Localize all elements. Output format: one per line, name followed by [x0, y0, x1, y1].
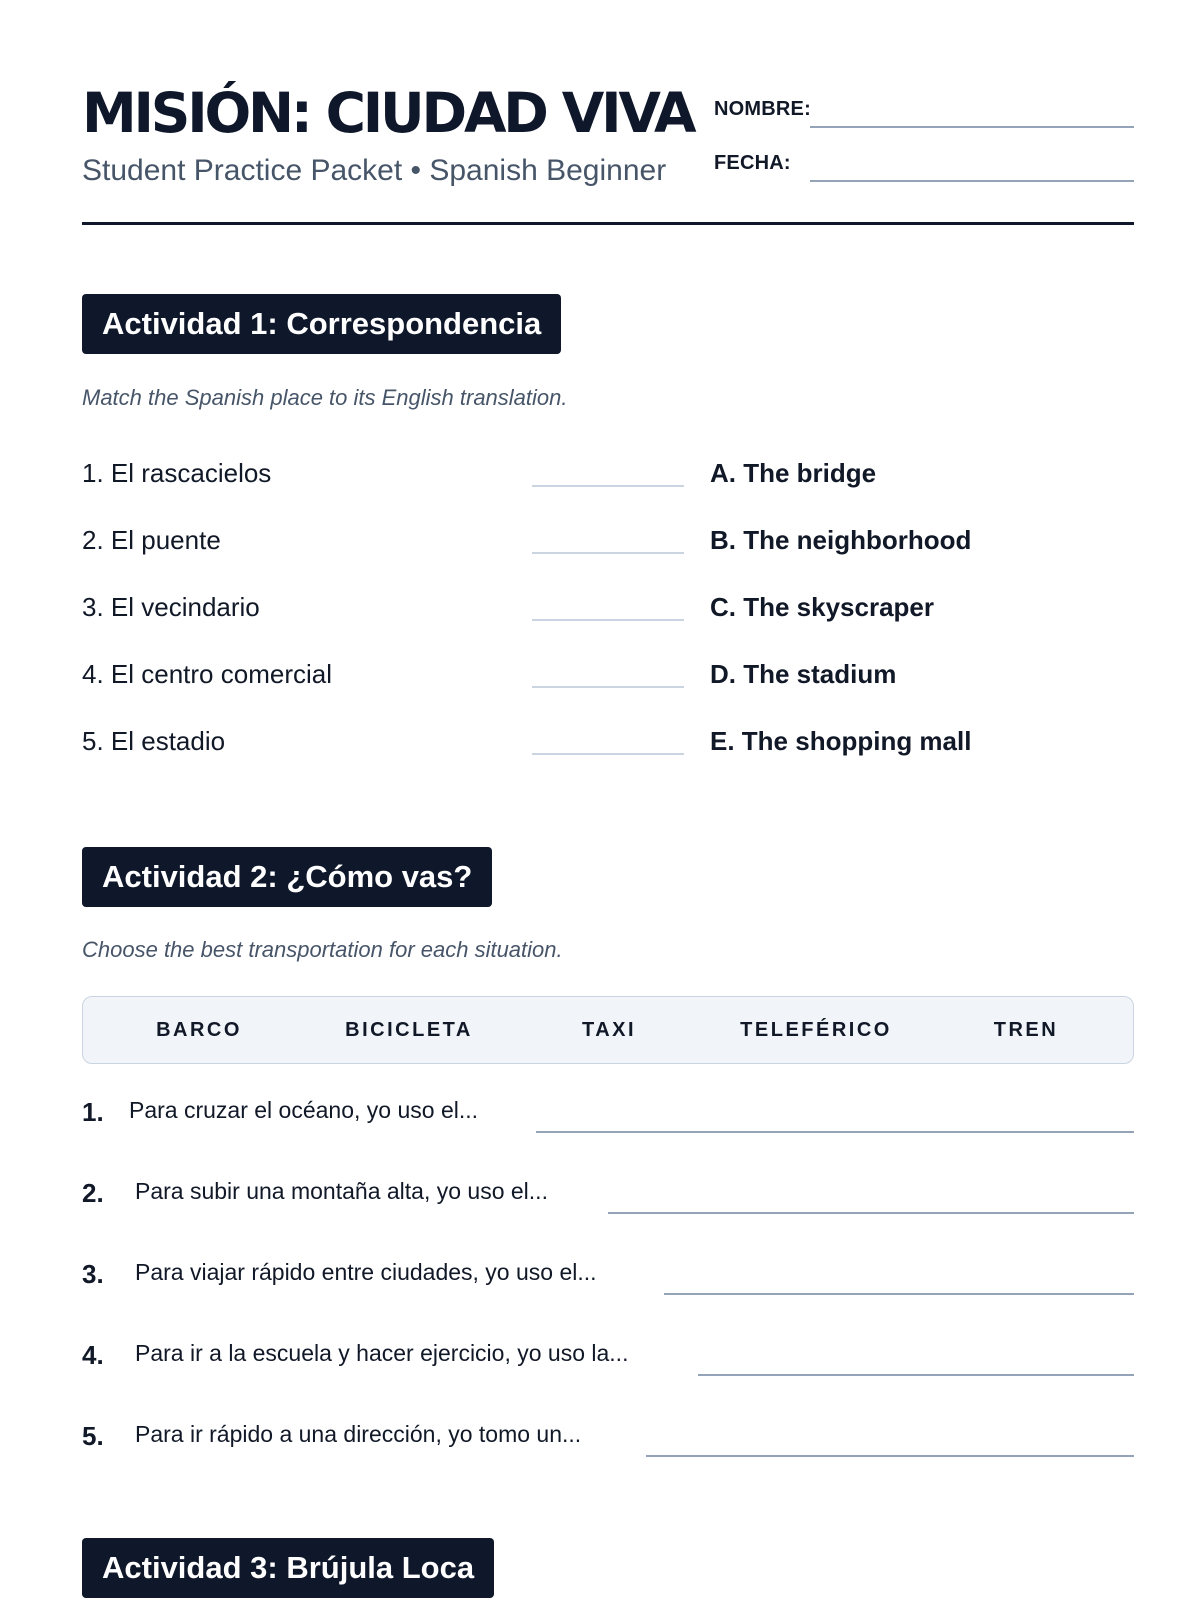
answer-blank[interactable]	[532, 619, 684, 621]
spanish-place: 4. El centro comercial	[82, 659, 332, 689]
match-row	[82, 592, 1134, 659]
name-row	[714, 98, 1134, 152]
question-number: 4.	[82, 1340, 104, 1370]
english-translation: B. The neighborhood	[710, 525, 972, 555]
date-field[interactable]	[810, 180, 1134, 182]
worksheet-title: MISIÓN: CIUDAD VIVA	[82, 81, 694, 145]
activity-2-title: Actividad 2: ¿Cómo vas?	[82, 847, 492, 907]
student-info	[714, 98, 1134, 206]
match-row	[82, 726, 1134, 793]
answer-blank[interactable]	[532, 485, 684, 487]
english-translation: E. The shopping mall	[710, 726, 972, 756]
answer-line[interactable]	[698, 1374, 1134, 1376]
question-text: Para viajar rápido entre ciudades, yo uso el...	[135, 1259, 597, 1285]
question-number: 5.	[82, 1421, 104, 1451]
question-row	[82, 1419, 1134, 1500]
name-label: NOMBRE:	[714, 98, 811, 120]
word-bank-item: BARCO	[156, 1019, 242, 1041]
answer-line[interactable]	[664, 1293, 1134, 1295]
english-translation: C. The skyscraper	[710, 592, 935, 622]
word-bank	[82, 996, 1134, 1064]
transportation-questions	[82, 1095, 1134, 1500]
answer-blank[interactable]	[532, 753, 684, 755]
spanish-place: 2. El puente	[82, 525, 221, 555]
question-row	[82, 1095, 1134, 1176]
spanish-place: 5. El estadio	[82, 726, 226, 756]
question-text: Para ir rápido a una dirección, yo tomo un...	[135, 1421, 582, 1447]
activity-1-title: Actividad 1: Correspondencia	[82, 294, 561, 354]
header-divider	[82, 222, 1134, 225]
answer-blank[interactable]	[532, 686, 684, 688]
word-bank-item: BICICLETA	[345, 1019, 473, 1041]
worksheet-subtitle: Student Practice Packet • Spanish Beginner	[82, 154, 667, 187]
match-row	[82, 659, 1134, 726]
match-row	[82, 525, 1134, 592]
match-row	[82, 458, 1134, 525]
activity-2-instructions: Choose the best transportation for each situation.	[82, 937, 563, 962]
answer-line[interactable]	[608, 1212, 1134, 1214]
date-row	[714, 152, 1134, 206]
question-number: 3.	[82, 1259, 104, 1289]
worksheet-header	[82, 78, 1134, 226]
english-translation: A. The bridge	[710, 458, 877, 488]
date-label: FECHA:	[714, 152, 791, 174]
activity-1-instructions: Match the Spanish place to its English translation.	[82, 385, 568, 410]
question-row	[82, 1176, 1134, 1257]
matching-list	[82, 458, 1134, 793]
word-bank-item: TAXI	[581, 1019, 637, 1041]
word-bank-item: TELEFÉRICO	[740, 1019, 892, 1041]
name-field[interactable]	[810, 126, 1134, 128]
english-translation: D. The stadium	[710, 659, 897, 689]
answer-blank[interactable]	[532, 552, 684, 554]
word-bank-item: TREN	[993, 1019, 1059, 1041]
question-row	[82, 1338, 1134, 1419]
question-text: Para ir a la escuela y hacer ejercicio, yo uso la...	[135, 1340, 629, 1366]
spanish-place: 3. El vecindario	[82, 592, 260, 622]
answer-line[interactable]	[646, 1455, 1134, 1457]
question-text: Para subir una montaña alta, yo uso el...	[135, 1178, 548, 1204]
worksheet-page	[82, 0, 1134, 1600]
question-text: Para cruzar el océano, yo uso el...	[129, 1097, 479, 1123]
activity-3-title: Actividad 3: Brújula Loca	[82, 1538, 494, 1598]
question-number: 1.	[82, 1097, 104, 1127]
question-row	[82, 1257, 1134, 1338]
spanish-place: 1. El rascacielos	[82, 458, 272, 488]
answer-line[interactable]	[536, 1131, 1134, 1133]
question-number: 2.	[82, 1178, 104, 1208]
